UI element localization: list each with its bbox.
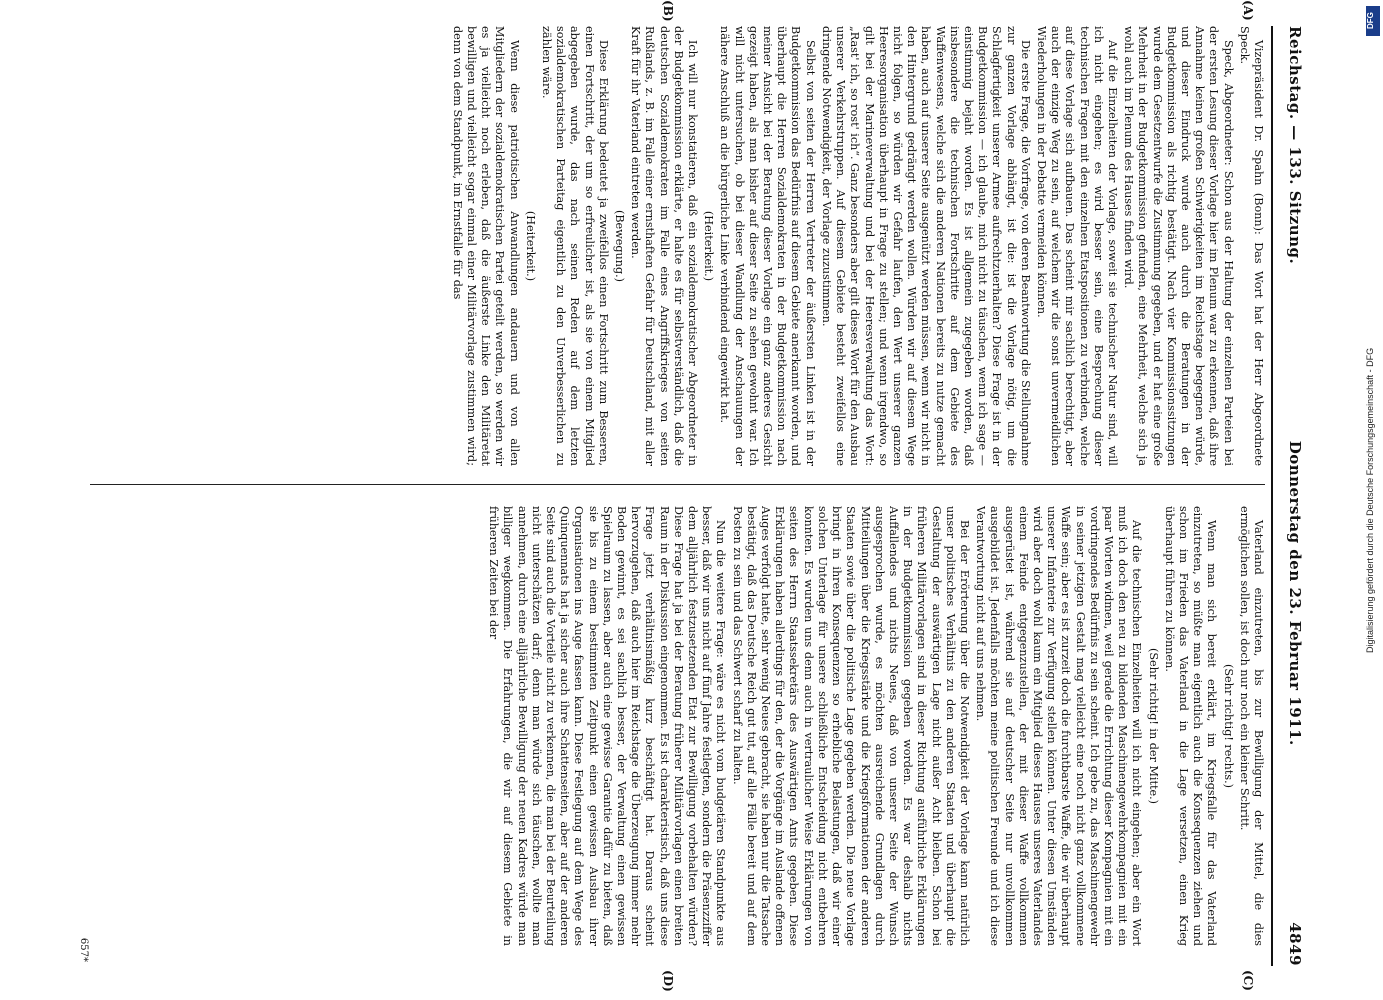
paragraph: Wenn diese patriotischen Anwandlungen andauern und von allen Mitgliedern der sozialdemokratischen Partei geteilt werden, so werden wir es ja vielleicht noch erleben, daß die äußerste Linke den Militäretat bewilligen und vielleicht sogar einmal einer Militärvorlage zustimmen wird; denn von dem Standpunkt, im Ernstfalle für das bbox=[450, 26, 521, 466]
column-divider bbox=[90, 484, 1265, 485]
paragraph: Wenn man sich bereit erklärt, im Kriegsfalle für das Vaterland einzutreten, so müßte man eigentlich auch die Konsequenzen ziehen und schon im Frieden das Vaterland in die Lage versetzen, einen Krieg überhaupt führen zu können. bbox=[1162, 506, 1219, 946]
paragraph: Auf die Einzelheiten der Vorlage, soweit sie technischer Natur sind, will ich nicht eingehen; es wird besser sein, eine Besprechung dieser technischen Fragen mit den einzelnen Etatspositionen zu verbinden, welche auf diese Vorlage sich aufbauen. Das scheint mir sachlich berechtigt, aber auch der einzige Weg zu sein, auf welchem wir die sonst unvermeidlichen Wiederholungen in der Debatte vermeiden können. bbox=[1034, 26, 1119, 466]
marker-c: (C) bbox=[1241, 970, 1255, 991]
paragraph: Vizepräsident Dr. Spahn (Bonn): Das Wort hat der Herr Abgeordnete Speck. bbox=[1237, 26, 1265, 466]
paragraph: Vaterland einzutreten, bis zur Bewilligung der Mittel, die dies ermöglichen sollen, ist doch nur noch ein kleiner Schritt. bbox=[1237, 506, 1265, 946]
paragraph: Diese Erklärung bedeutet ja zweifellos einen Fortschritt zum Besseren, einen Fortschritt, der um so erfreulicher ist, als sie von einem Mitglied abgegeben wurde, das nach seinen Reden auf dem letzten sozialdemokratischen Parteitag eigentlich zu den Unverbesserlichen zu zählen wäre. bbox=[540, 26, 610, 466]
page-header bbox=[1275, 26, 1315, 966]
paragraph: Selbst von seiten der Herren Vertreter der äußersten Linken ist in der Budgetkommission das Bedürfnis auf diesem Gebiete anerkannt worden, und überhaupt die Herren Sozialdemokraten in der Budgetkommission nach meiner Ansicht bei der Beratung dieser Vorlage ein ganz anderes Gesicht gezeigt haben, als man bisher auf dieser Seite zu sehen gewohnt war. Ich will nicht untersuchen, ob bei dieser Wandlung der Anschauungen der nähere Anschluß an die bürgerliche Linke verbindend eingewirkt hat. bbox=[718, 26, 817, 466]
header-rule bbox=[1271, 26, 1273, 966]
newspaper-sheet bbox=[75, 0, 1315, 992]
footer-number: 657* bbox=[78, 937, 89, 962]
dfg-logo-icon: DFG bbox=[1366, 6, 1380, 36]
page-number: 4849 bbox=[1286, 922, 1304, 966]
paragraph: (Heiterkeit.) bbox=[702, 210, 716, 282]
left-column bbox=[90, 26, 1265, 466]
paragraph: (Sehr richtig! rechts.) bbox=[1221, 663, 1235, 789]
paragraph: (Sehr richtig! in der Mitte.) bbox=[1146, 647, 1160, 805]
paragraph: (Bewegung.) bbox=[613, 209, 627, 283]
paragraph: Die erste Frage, die Vorfrage, von deren Beantwortung die Stellungnahme zur ganzen Vorlage abhängt, ist die: ist die Vorlage nötig, um die Schlagfertigkeit unserer Armee aufrechtzuerhalten? Diese Frage ist in der Budgetkommission — ich glaube, mich nicht zu täuschen, wenn ich sage — einstimmig bejaht worden. Es ist allgemein zugegeben worden, daß insbesondere die technischen Fortschritte auf dem Gebiete des Waffenwesens, welche sich die anderen Nationen bereits zu nutze gemacht haben, auch auf unserer Seite ausgenützt werden müssen, wenn wir nicht in den Hintergrund gedrängt werden wollen. Würden wir auf diesem Wege nicht folgen, so würden wir Gefahr laufen, den Wert unserer ganzen Heeresorganisation überhaupt in Frage zu stellen; und wenn irgendwo, so gilt bei der Marineverwaltung und bei der Heeresverwaltung das Wort: „Rast' ich, so rost' ich“. Ganz besonders aber gilt dieses Wort für den Ausbau unserer Verkehrstruppen. Auf diesem Gebiete besteht zweifellos eine dringende Notwendigkeit, der Vorlage zuzustimmen. bbox=[819, 26, 1032, 466]
paragraph: Speck, Abgeordneter: Schon aus der Haltung der einzelnen Parteien bei der ersten Lesung dieser Vorlage hier im Plenum war zu erkennen, daß ihre Annahme keinen großen Schwierigkeiten im Reichstage begegnen würde, und dieser Eindruck wurde auch durch die Beratungen in der Budgetkommission als richtig bestätigt. Nach vier Kommissionssitzungen wurde dem Gesetzentwurfe die Zustimmung gegeben, und er hat eine große Mehrheit in der Budgetkommission gefunden, eine Mehrheit, welche sich ja wohl auch im Plenum des Hauses finden wird. bbox=[1122, 26, 1235, 466]
paragraph: (Heiterkeit.) bbox=[523, 210, 537, 282]
header-left: Reichstag. — 133. Sitzung. bbox=[1286, 26, 1304, 265]
paragraph: Auf die technischen Einzelheiten will ich nicht eingehen; aber ein Wort muß ich doch den neu zu bildenden Maschinengewehrkompagnien mit ein paar Worten widmen, weil gerade die Errichtung dieser Kompagnien mit ein vordringendes Bedürfnis zu sein scheint. Ich gebe zu, das Maschinengewehr in seiner jetzigen Gestalt mag vielleicht eine noch nicht ganz vollkommene Waffe sein; aber es ist zurzeit doch die furchtbarste Waffe, die wir überhaupt unserer Infanterie zur Verfügung stellen können. Unter diesen Umständen wird aber doch wohl kaum ein Mitglied dieses Hauses unseres Vaterlandes einem Feinde entgegenzustellen, der mit dieser Waffe vollkommen ausgerüstet ist, während sie auf deutscher Seite nur unvollkommen ausgebildet ist. Jedenfalls möchten meine politischen Freunde und ich diese Verantwortung nicht auf uns nehmen. bbox=[974, 506, 1144, 946]
paragraph: Nun die weitere Frage: wäre es nicht vom budgetären Standpunkte aus besser, daß wir uns nicht auf fünf Jahre festlegten, sondern die Präsenzziffer dem alljährlich festzusetzenden Etat zur Bewilligung vorbehalten würden? Diese Frage hat ja bei der Beratung früherer Militärvorlagen einen breiten Raum in der Diskussion eingenommen. Es ist charakteristisch, daß uns diese Frage jetzt verhältnismäßig kurz beschäftigt hat. Daraus scheint hervorzugehen, daß auch hier im Reichstage die Überzeugung immer mehr Boden gewinnt, es sei sachlich besser, der Verwaltung einen gewissen Spielraum zu lassen, aber auch eine gewisse Garantie dafür zu bieten, daß sie bis zu einem bestimmten Zeitpunkt einen gewissen Ausbau ihrer Organisationen ins Auge fassen kann. Diese Festlegung auf dem Wege des Quinquennats hat ja sicher auch ihre Schattenseiten, aber auf der anderen Seite sind auch die Vorteile nicht zu verkennen, die man bei der Beurteilung nicht unterschätzen darf; denn man würde sich täuschen, wollte man annehmen, durch eine alljährliche Bewilligung der neuen Kadres würde man billiger wegkommen. Die Erfahrungen, die wir auf diesem Gebiete in früheren Zeiten bei der bbox=[487, 506, 728, 946]
marker-d: (D) bbox=[661, 970, 675, 992]
marker-a: (A) bbox=[1241, 0, 1255, 21]
digitization-note: Digitalisierung gefördert durch die Deutsche Forschungsgemeinschaft - DFG bbox=[1365, 347, 1375, 653]
header-date: Donnerstag den 23. Februar 1911. bbox=[1286, 440, 1304, 746]
paragraph: Bei der Erörterung über die Notwendigkeit der Vorlage kann natürlich unser politisches Verhältnis zu den anderen Staaten und überhaupt die Gestaltung der auswärtigen Lage nicht außer Acht bleiben. Schon bei früheren Militärvorlagen sind in dieser Richtung ausführliche Erklärungen in der Budgetkommission gegeben worden. Es war deshalb nichts Auffallendes und nichts Neues, daß von unserer Seite der Wunsch ausgesprochen wurde, es möchten ausreichende Grundlagen durch Mitteilungen über die Kriegsstärke und die Kriegsformationen der anderen Staaten sowie über die politische Lage gegeben werden. Die neue Vorlage bringt in ihren Konsequenzen so erhebliche Belastungen, daß wir einer solchen Unterlage für unsere schließliche Entscheidung nicht entbehren konnten. Es wurden uns denn auch in vertraulicher Weise Erklärungen von seiten des Herrn Staatssekretärs des Auswärtigen Amts gegeben. Diese Erklärungen haben allerdings für den, der die Vorgänge im Auslande offenen Auges verfolgt hatte, sehr wenig Neues gebracht, sie haben nur die Tatsache bestätigt, daß das Deutsche Reich gut tut, auf alle Fälle bereit und auf dem Posten zu sein und das Schwert scharf zu halten. bbox=[730, 506, 971, 946]
right-column bbox=[90, 506, 1265, 946]
paragraph: Ich will nur konstatieren, daß ein sozialdemokratischer Abgeordneter in der Budgetkommission erklärte, er halte es für selbstverständlich, daß die deutschen Sozialdemokraten im Falle eines Angriffskrieges von seiten Rußlands, z. B. im Falle einer ernsthaften Gefahr für Deutschland, mit aller Kraft für ihr Vaterland eintreten werden. bbox=[629, 26, 700, 466]
marker-b: (B) bbox=[661, 0, 675, 22]
